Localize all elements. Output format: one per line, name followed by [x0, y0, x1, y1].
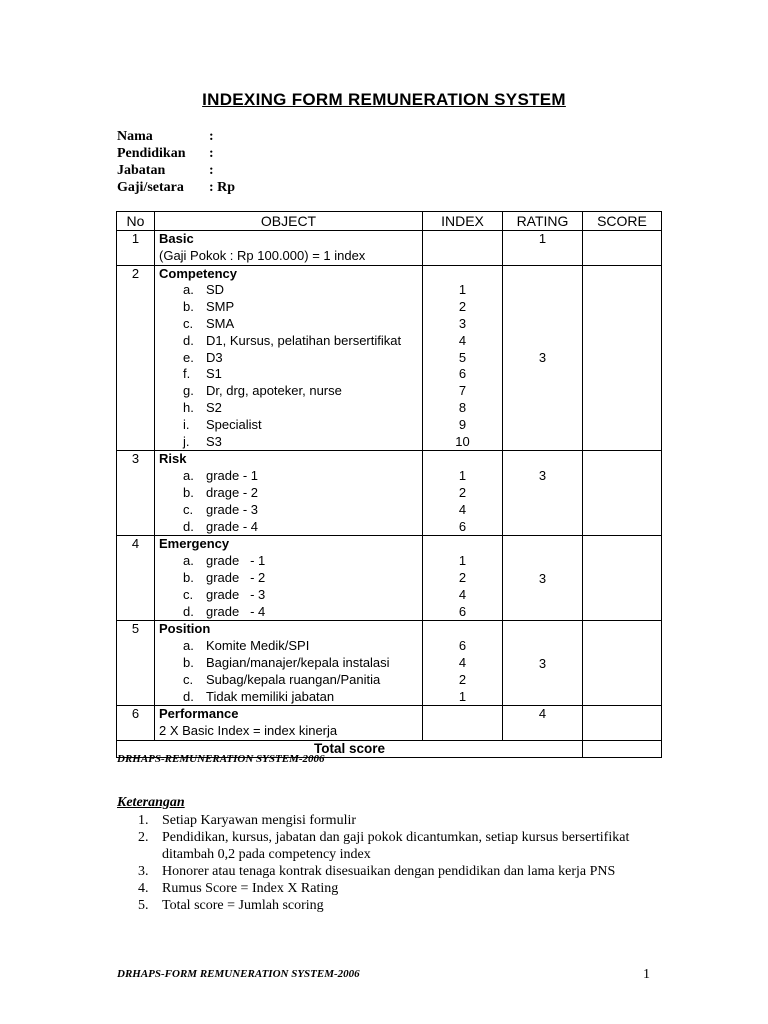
table-row-performance [117, 706, 662, 741]
row-title: Emergency [159, 536, 230, 552]
list-item: b. drage - 2 [183, 484, 259, 500]
row-desc: 2 X Basic Index = index kinerja [159, 723, 338, 739]
row-rating: 4 [503, 706, 583, 741]
row-score[interactable] [583, 621, 662, 706]
row-no: 2 [117, 265, 155, 451]
field-value[interactable]: : [209, 129, 214, 144]
row-object [155, 231, 423, 266]
index-table [116, 211, 662, 758]
row-index [423, 706, 503, 741]
row-title: Competency [159, 265, 238, 281]
list-item: c. grade - 3 [183, 501, 259, 517]
field-jabatan [117, 162, 235, 179]
list-item: g. Dr, drg, apoteker, nurse [183, 383, 342, 399]
row-title: Position [159, 621, 211, 637]
row-index: 1 2 4 6 [423, 536, 503, 621]
row-score[interactable] [583, 265, 662, 451]
row-desc: (Gaji Pokok : Rp 100.000) = 1 index [159, 247, 366, 263]
row-object [155, 536, 423, 621]
page-number: 1 [643, 967, 650, 982]
row-object [155, 621, 423, 706]
table-footer-note: DRHAPS-REMUNERATION SYSTEM-2006 [117, 753, 325, 765]
list-item: c. Subag/kepala ruangan/Panitia [183, 671, 381, 687]
row-title: Performance [159, 706, 239, 722]
row-score[interactable] [583, 706, 662, 741]
row-rating: 3 [503, 536, 583, 621]
field-nama [117, 128, 235, 145]
row-rating: 3 [503, 621, 583, 706]
list-item: f. S1 [183, 366, 222, 382]
list-item: 5. Total score = Jumlah scoring [138, 898, 324, 913]
row-index: 1 2 3 4 5 6 7 8 9 10 [423, 265, 503, 451]
list-item: h. S2 [183, 399, 222, 415]
row-no: 5 [117, 621, 155, 706]
field-value[interactable]: : [209, 146, 214, 161]
table-row-risk [117, 451, 662, 536]
keterangan-title: Keterangan [117, 795, 185, 810]
list-item: j. S3 [183, 433, 222, 449]
row-no: 3 [117, 451, 155, 536]
row-object [155, 451, 423, 536]
list-item: 2. Pendidikan, kursus, jabatan dan gaji pokok dicantumkan, setiap kursus bersertifikat ditambah 0,2 pada competency index [138, 830, 630, 862]
table-row-competency [117, 265, 662, 451]
list-item: i. Specialist [183, 416, 262, 432]
row-index [423, 231, 503, 266]
field-pendidikan [117, 145, 235, 162]
row-index: 6 4 2 1 [423, 621, 503, 706]
list-item: b. SMP [183, 299, 235, 315]
header-no: No [117, 212, 155, 231]
header-object: OBJECT [155, 212, 423, 231]
field-label: Pendidikan [117, 146, 186, 161]
field-label: Nama [117, 129, 153, 144]
keterangan-list [117, 812, 657, 914]
list-item: d. D1, Kursus, pelatihan bersertifikat [183, 332, 402, 348]
list-item: a. grade - 1 [183, 553, 266, 569]
header-index: INDEX [423, 212, 503, 231]
table-row-position [117, 621, 662, 706]
row-object [155, 265, 423, 451]
row-rating: 1 [503, 231, 583, 266]
row-score[interactable] [583, 451, 662, 536]
list-item: a. Komite Medik/SPI [183, 638, 310, 654]
page-footer: DRHAPS-FORM REMUNERATION SYSTEM-2006 [117, 968, 360, 980]
row-index: 1 2 4 6 [423, 451, 503, 536]
table-row-emergency [117, 536, 662, 621]
row-title: Risk [159, 451, 187, 467]
list-item: 4. Rumus Score = Index X Rating [138, 881, 339, 896]
row-object [155, 706, 423, 741]
table-row-basic [117, 231, 662, 266]
list-item: b. grade - 2 [183, 569, 266, 585]
list-item: b. Bagian/manajer/kepala instalasi [183, 654, 390, 670]
list-item: 3. Honorer atau tenaga kontrak disesuaikan dengan pendidikan dan lama kerja PNS [138, 864, 616, 879]
field-label: Jabatan [117, 163, 166, 178]
field-value[interactable]: : Rp [209, 180, 236, 195]
identity-fields [117, 128, 235, 196]
field-label: Gaji/setara [117, 180, 184, 195]
list-item: 1. Setiap Karyawan mengisi formulir [138, 813, 357, 828]
list-item: d. Tidak memiliki jabatan [183, 688, 335, 704]
list-item: c. grade - 3 [183, 586, 266, 602]
page-title: INDEXING FORM REMUNERATION SYSTEM [202, 90, 566, 109]
row-no: 1 [117, 231, 155, 266]
total-score-label: Total score [117, 740, 583, 757]
list-item: c. SMA [183, 315, 235, 331]
list-item: d. grade - 4 [183, 518, 259, 534]
list-item: d. grade - 4 [183, 603, 266, 619]
row-no: 4 [117, 536, 155, 621]
list-item: a. grade - 1 [183, 468, 259, 484]
total-score-value[interactable] [583, 740, 662, 757]
field-value[interactable]: : [209, 163, 214, 178]
row-title: Basic [159, 231, 194, 246]
row-rating: 3 [503, 451, 583, 536]
field-gaji [117, 179, 235, 196]
table-header-row [117, 212, 662, 231]
row-score[interactable] [583, 231, 662, 266]
row-rating: 3 [503, 265, 583, 451]
header-score: SCORE [583, 212, 662, 231]
list-item: a. SD [183, 282, 225, 298]
row-no: 6 [117, 706, 155, 741]
row-score[interactable] [583, 536, 662, 621]
header-rating: RATING [503, 212, 583, 231]
list-item: e. D3 [183, 349, 223, 365]
